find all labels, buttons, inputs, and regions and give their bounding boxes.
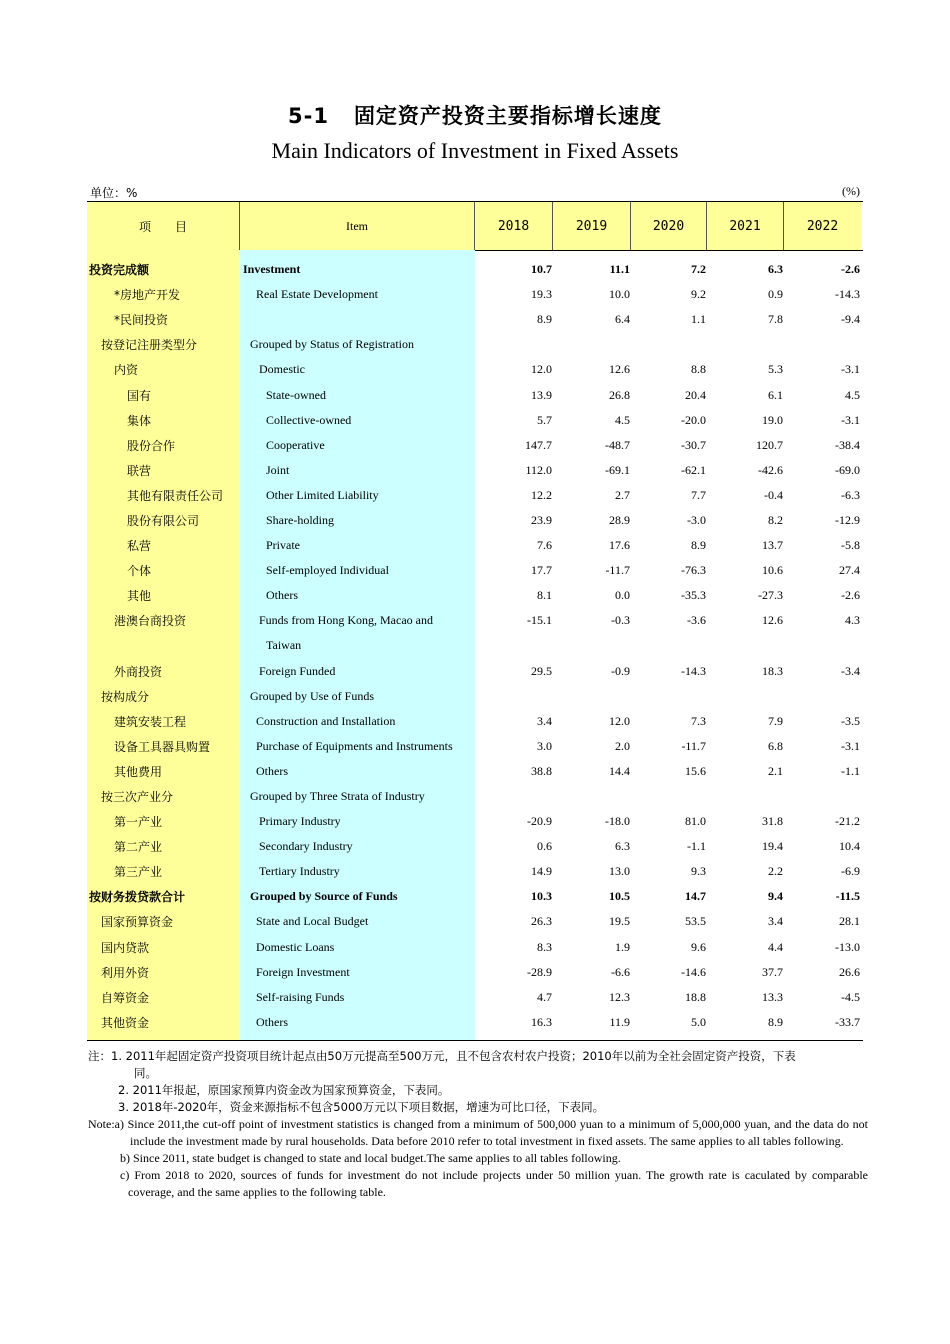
- value-2020: 81.0: [685, 814, 706, 829]
- table-row: [87, 583, 863, 608]
- value-2019: 6.4: [615, 312, 630, 327]
- value-2020: 7.3: [691, 713, 706, 728]
- table-row: [87, 633, 863, 658]
- unit-label-en: (%): [842, 184, 860, 198]
- value-2022: -11.5: [835, 889, 860, 904]
- value-2021: 6.8: [768, 738, 783, 753]
- row-label-en: Self-employed Individual: [266, 563, 389, 578]
- value-2020: 14.7: [685, 889, 706, 904]
- value-2022: -38.4: [835, 437, 860, 452]
- value-2020: 8.9: [691, 538, 706, 553]
- value-2021: -0.4: [764, 487, 783, 502]
- table-row: [87, 533, 863, 558]
- value-2022: -33.7: [835, 1014, 860, 1029]
- value-2022: -3.4: [841, 663, 860, 678]
- row-label-en: Investment: [243, 262, 301, 277]
- value-2019: 1.9: [615, 939, 630, 954]
- value-2019: -69.1: [605, 462, 630, 477]
- table-row: [87, 282, 863, 307]
- row-label-en: Private: [266, 538, 300, 553]
- table-row: [87, 307, 863, 332]
- value-2021: 3.4: [768, 914, 783, 929]
- value-2020: -76.3: [681, 563, 706, 578]
- value-2020: 7.7: [691, 487, 706, 502]
- value-2020: -14.3: [681, 663, 706, 678]
- value-2020: -11.7: [681, 738, 706, 753]
- value-2020: 5.0: [691, 1014, 706, 1029]
- row-label-cn: 按财务拨贷款合计: [89, 890, 186, 905]
- row-label-en: Domestic: [259, 362, 305, 377]
- value-2019: 12.0: [609, 713, 630, 728]
- value-2020: -3.6: [687, 613, 706, 628]
- row-label-en: Taiwan: [266, 638, 302, 653]
- table-row: [87, 784, 863, 809]
- table-row: [87, 382, 863, 407]
- value-2022: -2.6: [841, 588, 860, 603]
- value-2019: 2.0: [615, 738, 630, 753]
- value-2021: 2.1: [768, 763, 783, 778]
- value-2018: 3.0: [537, 738, 552, 753]
- header-year-2022: 2022: [784, 202, 861, 250]
- row-label-en: State and Local Budget: [256, 914, 369, 929]
- value-2020: 18.8: [685, 989, 706, 1004]
- value-2019: -6.6: [611, 964, 630, 979]
- value-2019: 4.5: [615, 412, 630, 427]
- table-row: [87, 458, 863, 483]
- row-label-cn: 国内贷款: [101, 940, 150, 955]
- row-label-en: Grouped by Use of Funds: [250, 688, 374, 703]
- value-2019: -18.0: [605, 814, 630, 829]
- row-label-en: Secondary Industry: [259, 839, 353, 854]
- header-item-cn: 项 目: [87, 202, 240, 250]
- table-row: [87, 985, 863, 1010]
- value-2018: 8.3: [537, 939, 552, 954]
- row-label-cn: 第三产业: [114, 865, 163, 880]
- value-2018: 38.8: [531, 763, 552, 778]
- value-2019: 2.7: [615, 487, 630, 502]
- row-label-en: Collective-owned: [266, 412, 352, 427]
- note-cn-3: 3. 2018年-2020年，资金来源指标不包含5000万元以下项目数据，增速为可比口径，下表同。: [118, 1100, 605, 1114]
- table-row: [87, 357, 863, 382]
- row-label-cn: *房地产开发: [114, 288, 181, 303]
- row-label-cn: 联营: [127, 463, 152, 478]
- value-2021: 8.2: [768, 512, 783, 527]
- value-2022: -3.1: [841, 362, 860, 377]
- value-2018: 10.7: [531, 262, 552, 277]
- row-label-cn: 自筹资金: [101, 990, 150, 1005]
- note-en-a: Note:a) Since 2011,the cut-off point of investment statistics is changed from a minimum of 500,000 yuan to a minimum of 5,000,000 yuan, and the data do not include the investment made by rural households. Data before 2010 refer to total investment in fixed assets. The same applies to all tables following.: [88, 1117, 868, 1148]
- value-2021: 0.9: [768, 287, 783, 302]
- row-label-cn: 第一产业: [114, 815, 163, 830]
- value-2022: 27.4: [839, 563, 860, 578]
- value-2018: 29.5: [531, 663, 552, 678]
- value-2018: 12.2: [531, 487, 552, 502]
- value-2018: 5.7: [537, 412, 552, 427]
- value-2021: 12.6: [762, 613, 783, 628]
- value-2019: 26.8: [609, 387, 630, 402]
- value-2019: 11.1: [609, 262, 630, 277]
- header-year-2019: 2019: [553, 202, 631, 250]
- row-label-cn: 个体: [127, 564, 152, 579]
- table-header: [87, 201, 863, 251]
- value-2019: 13.0: [609, 864, 630, 879]
- row-label-en: Others: [256, 763, 288, 778]
- value-2020: 8.8: [691, 362, 706, 377]
- value-2019: -0.9: [611, 663, 630, 678]
- value-2018: -15.1: [527, 613, 552, 628]
- value-2018: 16.3: [531, 1014, 552, 1029]
- value-2021: 7.8: [768, 312, 783, 327]
- table-row: [87, 257, 863, 282]
- table-row: [87, 759, 863, 784]
- value-2019: 12.6: [609, 362, 630, 377]
- table-number: 5-1: [288, 104, 329, 128]
- value-2020: -3.0: [687, 512, 706, 527]
- note-cn-1-cont: 同。: [134, 1066, 157, 1080]
- row-label-cn: 外商投资: [114, 664, 163, 679]
- value-2020: -30.7: [681, 437, 706, 452]
- row-label-cn: 按登记注册类型分: [101, 338, 198, 353]
- value-2020: -35.3: [681, 588, 706, 603]
- row-label-en: Tertiary Industry: [259, 864, 340, 879]
- note-cn-2: 2. 2011年报起，原国家预算内资金改为国家预算资金，下表同。: [118, 1083, 450, 1097]
- value-2018: 4.7: [537, 989, 552, 1004]
- row-label-en: Purchase of Equipments and Instruments: [256, 738, 453, 753]
- value-2018: 23.9: [531, 512, 552, 527]
- table-row: [87, 734, 863, 759]
- value-2021: 120.7: [756, 437, 783, 452]
- row-label-en: Foreign Investment: [256, 964, 350, 979]
- value-2022: 26.6: [839, 964, 860, 979]
- value-2022: -6.9: [841, 864, 860, 879]
- value-2022: -1.1: [841, 763, 860, 778]
- value-2018: 19.3: [531, 287, 552, 302]
- value-2021: 7.9: [768, 713, 783, 728]
- title-cn-text: 固定资产投资主要指标增长速度: [353, 104, 662, 128]
- table-row: [87, 558, 863, 583]
- value-2018: 112.0: [525, 462, 552, 477]
- value-2020: 20.4: [685, 387, 706, 402]
- value-2022: -14.3: [835, 287, 860, 302]
- table-row: [87, 332, 863, 357]
- value-2021: 13.3: [762, 989, 783, 1004]
- row-label-cn: 股份合作: [127, 438, 176, 453]
- table-row: [87, 884, 863, 909]
- table-row: [87, 834, 863, 859]
- value-2020: -20.0: [681, 412, 706, 427]
- value-2021: 8.9: [768, 1014, 783, 1029]
- table-row: [87, 809, 863, 834]
- table-body: [87, 257, 863, 1035]
- header-year-2020: 2020: [631, 202, 707, 250]
- value-2018: 10.3: [531, 889, 552, 904]
- row-label-cn: 第二产业: [114, 840, 163, 855]
- row-label-en: Cooperative: [266, 437, 325, 452]
- value-2022: 4.5: [845, 387, 860, 402]
- value-2020: -14.6: [681, 964, 706, 979]
- row-label-cn: *民间投资: [114, 313, 169, 328]
- value-2021: 37.7: [762, 964, 783, 979]
- value-2018: 8.9: [537, 312, 552, 327]
- row-label-cn: 股份有限公司: [127, 513, 200, 528]
- unit-label-cn: 单位：%: [90, 186, 138, 200]
- row-label-en: Others: [266, 588, 298, 603]
- table-row: [87, 659, 863, 684]
- row-label-en: Others: [256, 1014, 288, 1029]
- table-row: [87, 960, 863, 985]
- header-item-en: Item: [240, 202, 475, 250]
- row-label-cn: 国家预算资金: [101, 915, 174, 930]
- table-row: [87, 508, 863, 533]
- note-en-c: c) From 2018 to 2020, sources of funds for investment do not include projects under 50 million yuan. The growth rate is caculated by comparable coverage, and the same applies to the following table.: [120, 1168, 868, 1199]
- row-label-en: Primary Industry: [259, 814, 341, 829]
- row-label-cn: 按构成分: [101, 689, 150, 704]
- row-label-cn: 港澳台商投资: [114, 614, 187, 629]
- table-row: [87, 935, 863, 960]
- value-2022: -5.8: [841, 538, 860, 553]
- row-label-en: Self-raising Funds: [256, 989, 345, 1004]
- value-2020: -62.1: [681, 462, 706, 477]
- value-2019: 10.5: [609, 889, 630, 904]
- row-label-cn: 按三次产业分: [101, 790, 174, 805]
- value-2022: -6.3: [841, 487, 860, 502]
- value-2018: 3.4: [537, 713, 552, 728]
- value-2018: 7.6: [537, 538, 552, 553]
- value-2020: 15.6: [685, 763, 706, 778]
- row-label-cn: 内资: [114, 363, 139, 378]
- value-2018: -20.9: [527, 814, 552, 829]
- header-year-2021: 2021: [707, 202, 784, 250]
- value-2019: 28.9: [609, 512, 630, 527]
- row-label-cn: 设备工具器具购置: [114, 739, 211, 754]
- value-2022: -3.1: [841, 738, 860, 753]
- value-2021: 31.8: [762, 814, 783, 829]
- value-2021: 2.2: [768, 864, 783, 879]
- value-2018: 14.9: [531, 864, 552, 879]
- value-2021: 13.7: [762, 538, 783, 553]
- value-2018: -28.9: [527, 964, 552, 979]
- row-label-en: Share-holding: [266, 512, 334, 527]
- value-2018: 26.3: [531, 914, 552, 929]
- value-2021: 10.6: [762, 563, 783, 578]
- value-2021: 19.0: [762, 412, 783, 427]
- row-label-en: State-owned: [266, 387, 326, 402]
- value-2019: -0.3: [611, 613, 630, 628]
- value-2021: 6.3: [768, 262, 783, 277]
- row-label-cn: 其他费用: [114, 764, 163, 779]
- value-2022: 4.3: [845, 613, 860, 628]
- value-2019: -48.7: [605, 437, 630, 452]
- value-2022: -3.5: [841, 713, 860, 728]
- value-2019: 0.0: [615, 588, 630, 603]
- value-2019: 10.0: [609, 287, 630, 302]
- table-row: [87, 859, 863, 884]
- row-label-cn: 投资完成额: [89, 263, 150, 278]
- row-label-cn: 建筑安装工程: [114, 714, 187, 729]
- table-row: [87, 408, 863, 433]
- table-row: [87, 433, 863, 458]
- row-label-en: Grouped by Source of Funds: [250, 889, 398, 904]
- table-bottom-rule: [87, 1040, 863, 1041]
- header-year-2018: 2018: [475, 202, 553, 250]
- value-2019: 14.4: [609, 763, 630, 778]
- value-2021: 4.4: [768, 939, 783, 954]
- row-label-en: Funds from Hong Kong, Macao and: [259, 613, 433, 628]
- value-2022: -9.4: [841, 312, 860, 327]
- value-2019: 6.3: [615, 839, 630, 854]
- row-label-cn: 利用外资: [101, 965, 150, 980]
- row-label-cn: 私营: [127, 539, 152, 554]
- value-2020: 53.5: [685, 914, 706, 929]
- value-2022: -21.2: [835, 814, 860, 829]
- value-2021: -42.6: [758, 462, 783, 477]
- footnotes: [88, 1048, 868, 1201]
- row-label-en: Construction and Installation: [256, 713, 396, 728]
- table-row: [87, 483, 863, 508]
- value-2021: 6.1: [768, 387, 783, 402]
- row-label-cn: 其他有限责任公司: [127, 488, 224, 503]
- table-row: [87, 1010, 863, 1035]
- value-2019: -11.7: [605, 563, 630, 578]
- value-2021: 5.3: [768, 362, 783, 377]
- value-2021: 19.4: [762, 839, 783, 854]
- value-2022: -12.9: [835, 512, 860, 527]
- table-row: [87, 608, 863, 633]
- row-label-en: Grouped by Status of Registration: [250, 337, 414, 352]
- value-2019: 11.9: [609, 1014, 630, 1029]
- value-2022: -4.5: [841, 989, 860, 1004]
- note-cn-1: 注：1. 2011年起固定资产投资项目统计起点由50万元提高至500万元，且不包含农村农户投资；2010年以前为全社会固定资产投资，下表: [88, 1049, 796, 1063]
- value-2018: 17.7: [531, 563, 552, 578]
- value-2019: 19.5: [609, 914, 630, 929]
- value-2021: 9.4: [768, 889, 783, 904]
- table-row: [87, 709, 863, 734]
- value-2018: 147.7: [525, 437, 552, 452]
- row-label-en: Joint: [266, 462, 290, 477]
- value-2020: 9.3: [691, 864, 706, 879]
- table-row: [87, 684, 863, 709]
- value-2019: 12.3: [609, 989, 630, 1004]
- value-2022: -3.1: [841, 412, 860, 427]
- value-2022: -69.0: [835, 462, 860, 477]
- table-row: [87, 909, 863, 934]
- value-2020: 9.2: [691, 287, 706, 302]
- row-label-cn: 其他资金: [101, 1015, 150, 1030]
- value-2022: -13.0: [835, 939, 860, 954]
- value-2022: 10.4: [839, 839, 860, 854]
- value-2018: 12.0: [531, 362, 552, 377]
- value-2018: 0.6: [537, 839, 552, 854]
- value-2020: -1.1: [687, 839, 706, 854]
- row-label-cn: 国有: [127, 388, 152, 403]
- value-2022: 28.1: [839, 914, 860, 929]
- page-title-cn: [0, 100, 950, 130]
- value-2020: 7.2: [691, 262, 706, 277]
- row-label-en: Domestic Loans: [256, 939, 335, 954]
- note-en-b: b) Since 2011, state budget is changed to state and local budget.The same applies to all tables following.: [120, 1151, 621, 1165]
- row-label-en: Foreign Funded: [259, 663, 336, 678]
- value-2020: 9.6: [691, 939, 706, 954]
- value-2018: 8.1: [537, 588, 552, 603]
- row-label-en: Grouped by Three Strata of Industry: [250, 789, 425, 804]
- page-title-en: Main Indicators of Investment in Fixed Assets: [271, 138, 679, 163]
- value-2019: 17.6: [609, 538, 630, 553]
- value-2021: -27.3: [758, 588, 783, 603]
- row-label-cn: 其他: [127, 589, 152, 604]
- row-label-cn: 集体: [127, 413, 152, 428]
- value-2018: 13.9: [531, 387, 552, 402]
- value-2020: 1.1: [691, 312, 706, 327]
- row-label-en: Other Limited Liability: [266, 487, 379, 502]
- row-label-en: Real Estate Development: [256, 287, 378, 302]
- value-2021: 18.3: [762, 663, 783, 678]
- value-2022: -2.6: [841, 262, 860, 277]
